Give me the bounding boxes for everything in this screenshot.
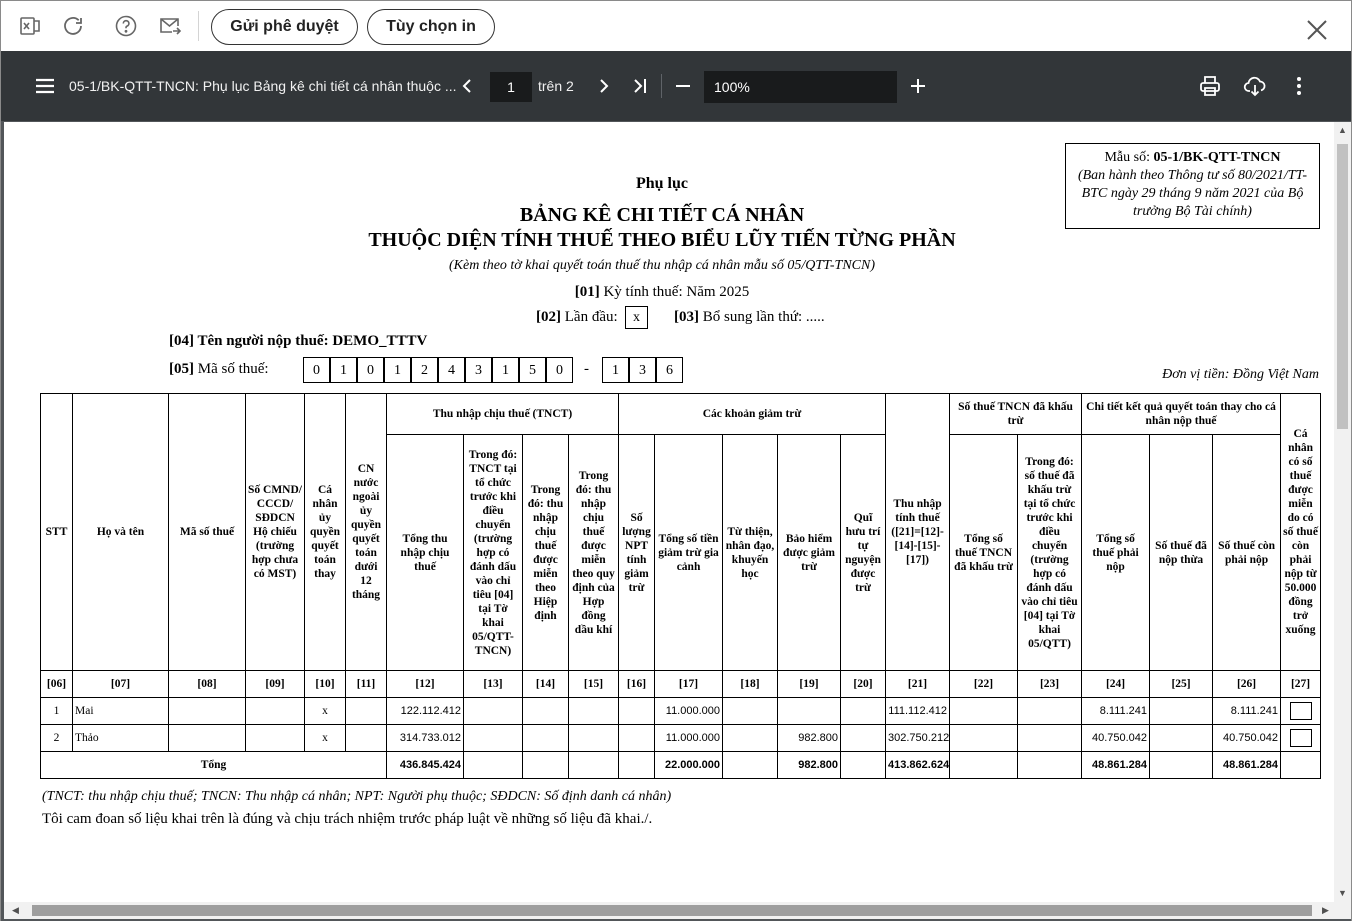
document-title: 05-1/BK-QTT-TNCN: Phụ lục Bảng kê chi tiết cá nhân thuộc ... bbox=[69, 78, 457, 94]
group-withheld: Số thuế TNCN đã khấu trừ bbox=[950, 394, 1082, 435]
header-20: Quĩ hưu trí tự nguyện được trừ bbox=[841, 435, 886, 671]
header-12: Tổng thu nhập chịu thuế bbox=[387, 435, 464, 671]
group-settlement: Chi tiết kết quả quyết toán thay cho cá nhân nộp thuế bbox=[1082, 394, 1281, 435]
header-18: Từ thiện, nhân đạo, khuyến học bbox=[723, 435, 778, 671]
header-25: Số thuế đã nộp thừa bbox=[1150, 435, 1213, 671]
tax-suffix-digit: 3 bbox=[629, 357, 656, 383]
print-icon[interactable] bbox=[1197, 73, 1223, 99]
appendix-label: Phụ lục bbox=[635, 175, 688, 192]
code-row: [06] [07] [08] [09] [10] [11] [12] [13] [14] [15] [16] [17] [18] [19] [20] [21] [22] [23] [24] [25] [26] [27] bbox=[41, 671, 1321, 698]
subtitle: (Kèm theo tờ khai quyết toán thuế thu nhập cá nhân mẫu số 05/QTT-TNCN) bbox=[448, 258, 876, 273]
top-toolbar bbox=[1, 1, 1351, 51]
taxpayer-name: [04] Tên người nộp thuế: DEMO_TTTV bbox=[169, 333, 428, 349]
last-page-icon[interactable] bbox=[627, 73, 653, 99]
title-line-2: THUỘC DIỆN TÍNH THUẾ THEO BIỂU LŨY TIẾN TỪNG PHẦN bbox=[368, 229, 956, 251]
header-14: Trong đó: thu nhập chịu thuế được miễn theo Hiệp định bbox=[523, 435, 569, 671]
send-mail-icon[interactable] bbox=[157, 13, 183, 39]
menu-icon[interactable] bbox=[32, 73, 58, 99]
help-icon[interactable] bbox=[113, 13, 139, 39]
pdf-viewer bbox=[1, 51, 1351, 921]
page-number-input[interactable]: 1 bbox=[490, 72, 532, 102]
toolbar-divider bbox=[198, 11, 199, 41]
group-deductions: Các khoản giảm trừ bbox=[619, 394, 886, 435]
tax-digit: 0 bbox=[303, 357, 330, 383]
header-13: Trong đó: TNCT tại tổ chức trước khi điều chuyển (trường hợp có đánh dấu vào chỉ tiêu [04] tại Tờ khai 05/QTT-TNCN) bbox=[464, 435, 523, 671]
header-15: Trong đó: thu nhập chịu thuế được miễn theo quy định của Hợp đồng dầu khí bbox=[569, 435, 619, 671]
detail-table bbox=[40, 393, 1321, 779]
tax-digit: 0 bbox=[357, 357, 384, 383]
header-id: Số CMND/ CCCD/ SĐDCN Hộ chiếu (trường hợp chưa có MST) bbox=[246, 394, 305, 671]
header-16: Số lượng NPT tính giảm trừ bbox=[619, 435, 655, 671]
form-code-label: Mẫu số: bbox=[1104, 150, 1150, 165]
header-stt: STT bbox=[41, 394, 73, 671]
total-row: Tổng 436.845.424 22.000.000 982.800 413.862.624 48.861.284 48.861.284 bbox=[41, 752, 1321, 779]
header-exempt: Cá nhân có số thuế được miễn do có số thuế còn phải nộp từ 50.000 đồng trở xuống bbox=[1281, 394, 1321, 671]
scroll-down-arrow[interactable]: ▼ bbox=[1338, 888, 1347, 898]
first-page-icon[interactable] bbox=[454, 73, 480, 99]
send-approval-button[interactable]: Gửi phê duyệt bbox=[211, 9, 358, 45]
tax-digit: 1 bbox=[492, 357, 519, 383]
first-time-label: [02] Lần đầu: bbox=[536, 309, 618, 325]
close-icon[interactable] bbox=[1304, 17, 1330, 43]
supplement-label: [03] Bổ sung lần thứ: ..... bbox=[674, 309, 825, 325]
tax-digit: 3 bbox=[465, 357, 492, 383]
exempt-checkbox[interactable] bbox=[1290, 702, 1312, 720]
header-24: Tổng số thuế phải nộp bbox=[1082, 435, 1150, 671]
tax-digit: 2 bbox=[411, 357, 438, 383]
zoom-in-icon[interactable] bbox=[905, 73, 931, 99]
tax-period: [01] Kỳ tính thuế: Năm 2025 bbox=[574, 284, 750, 300]
header-authorized: Cá nhân ủy quyền quyết toán thay bbox=[305, 394, 346, 671]
tax-dash: - bbox=[584, 361, 589, 377]
scroll-right-arrow[interactable]: ▶ bbox=[1322, 905, 1329, 915]
download-icon[interactable] bbox=[1242, 73, 1268, 99]
tax-digit: 1 bbox=[330, 357, 357, 383]
excel-icon[interactable] bbox=[17, 13, 43, 39]
table-row: 1 Mai x 122.112.412 11.000.000 111.112.412 8.111.241 8.111.241 bbox=[41, 698, 1321, 725]
tax-suffix-digit: 1 bbox=[602, 357, 629, 383]
tax-code-label: [05] Mã số thuế: bbox=[169, 361, 269, 377]
refresh-icon[interactable] bbox=[60, 13, 86, 39]
header-foreign: CN nước ngoài ủy quyền quyết toán dưới 12 tháng bbox=[346, 394, 387, 671]
header-taxable-income: Thu nhập tính thuế ([21]=[12]-[14]-[15]-[17]) bbox=[886, 394, 950, 671]
exempt-checkbox[interactable] bbox=[1290, 729, 1312, 747]
vertical-scroll-thumb[interactable] bbox=[1337, 144, 1348, 429]
print-options-button[interactable]: Tùy chọn in bbox=[367, 9, 495, 45]
table-row: 2 Thảo x 314.733.012 11.000.000 982.800 302.750.212 40.750.042 40.750.042 bbox=[41, 725, 1321, 752]
header-17: Tổng số tiền giảm trừ gia cảnh bbox=[655, 435, 723, 671]
pledge: Tôi cam đoan số liệu khai trên là đúng và chịu trách nhiệm trước pháp luật về những số liệu đã khai./. bbox=[42, 811, 653, 827]
scroll-up-arrow[interactable]: ▲ bbox=[1338, 125, 1347, 135]
first-time-checkbox: x bbox=[625, 306, 648, 329]
tax-suffix-digit: 6 bbox=[656, 357, 683, 383]
next-page-icon[interactable] bbox=[591, 73, 617, 99]
group-income: Thu nhập chịu thuế (TNCT) bbox=[387, 394, 619, 435]
header-tax-code: Mã số thuế bbox=[169, 394, 246, 671]
header-22: Tổng số thuế TNCN đã khấu trừ bbox=[950, 435, 1018, 671]
page-total: trên 2 bbox=[538, 78, 574, 94]
tax-digit: 5 bbox=[519, 357, 546, 383]
form-issued: (Ban hành theo Thông tư số 80/2021/TT-BTC ngày 29 tháng 9 năm 2021 của Bộ trưởng Bộ Tài chính) bbox=[1077, 168, 1308, 219]
form-code: 05-1/BK-QTT-TNCN bbox=[1153, 150, 1281, 165]
title-line-1: BẢNG KÊ CHI TIẾT CÁ NHÂN bbox=[519, 204, 805, 226]
tax-digit: 1 bbox=[384, 357, 411, 383]
tax-digit: 4 bbox=[438, 357, 465, 383]
horizontal-scrollbar[interactable] bbox=[4, 902, 1351, 919]
more-options-icon[interactable] bbox=[1286, 73, 1312, 99]
header-19: Bảo hiểm được giảm trừ bbox=[778, 435, 841, 671]
zoom-out-icon[interactable] bbox=[670, 73, 696, 99]
currency-unit: Đơn vị tiền: Đồng Việt Nam bbox=[1162, 367, 1319, 382]
document-page bbox=[4, 122, 1334, 902]
header-23: Trong đó: số thuế đã khấu trừ tại tổ chức trước khi điều chuyển (trường hợp có đánh dấu vào chỉ tiêu [04] tại Tờ khai 05/QTT) bbox=[1018, 435, 1082, 671]
header-name: Họ và tên bbox=[73, 394, 169, 671]
footnote: (TNCT: thu nhập chịu thuế; TNCN: Thu nhập cá nhân; NPT: Người phụ thuộc; SĐDCN: Số định danh cá nhân) bbox=[42, 789, 672, 804]
scroll-left-arrow[interactable]: ◀ bbox=[12, 905, 19, 915]
pdf-toolbar bbox=[1, 51, 1351, 121]
horizontal-scroll-thumb[interactable] bbox=[32, 905, 1312, 916]
tax-digit: 0 bbox=[546, 357, 573, 383]
toolbar-divider bbox=[661, 74, 662, 98]
header-26: Số thuế còn phải nộp bbox=[1213, 435, 1281, 671]
zoom-input[interactable]: 100% bbox=[704, 71, 897, 103]
vertical-scrollbar[interactable] bbox=[1334, 122, 1351, 902]
